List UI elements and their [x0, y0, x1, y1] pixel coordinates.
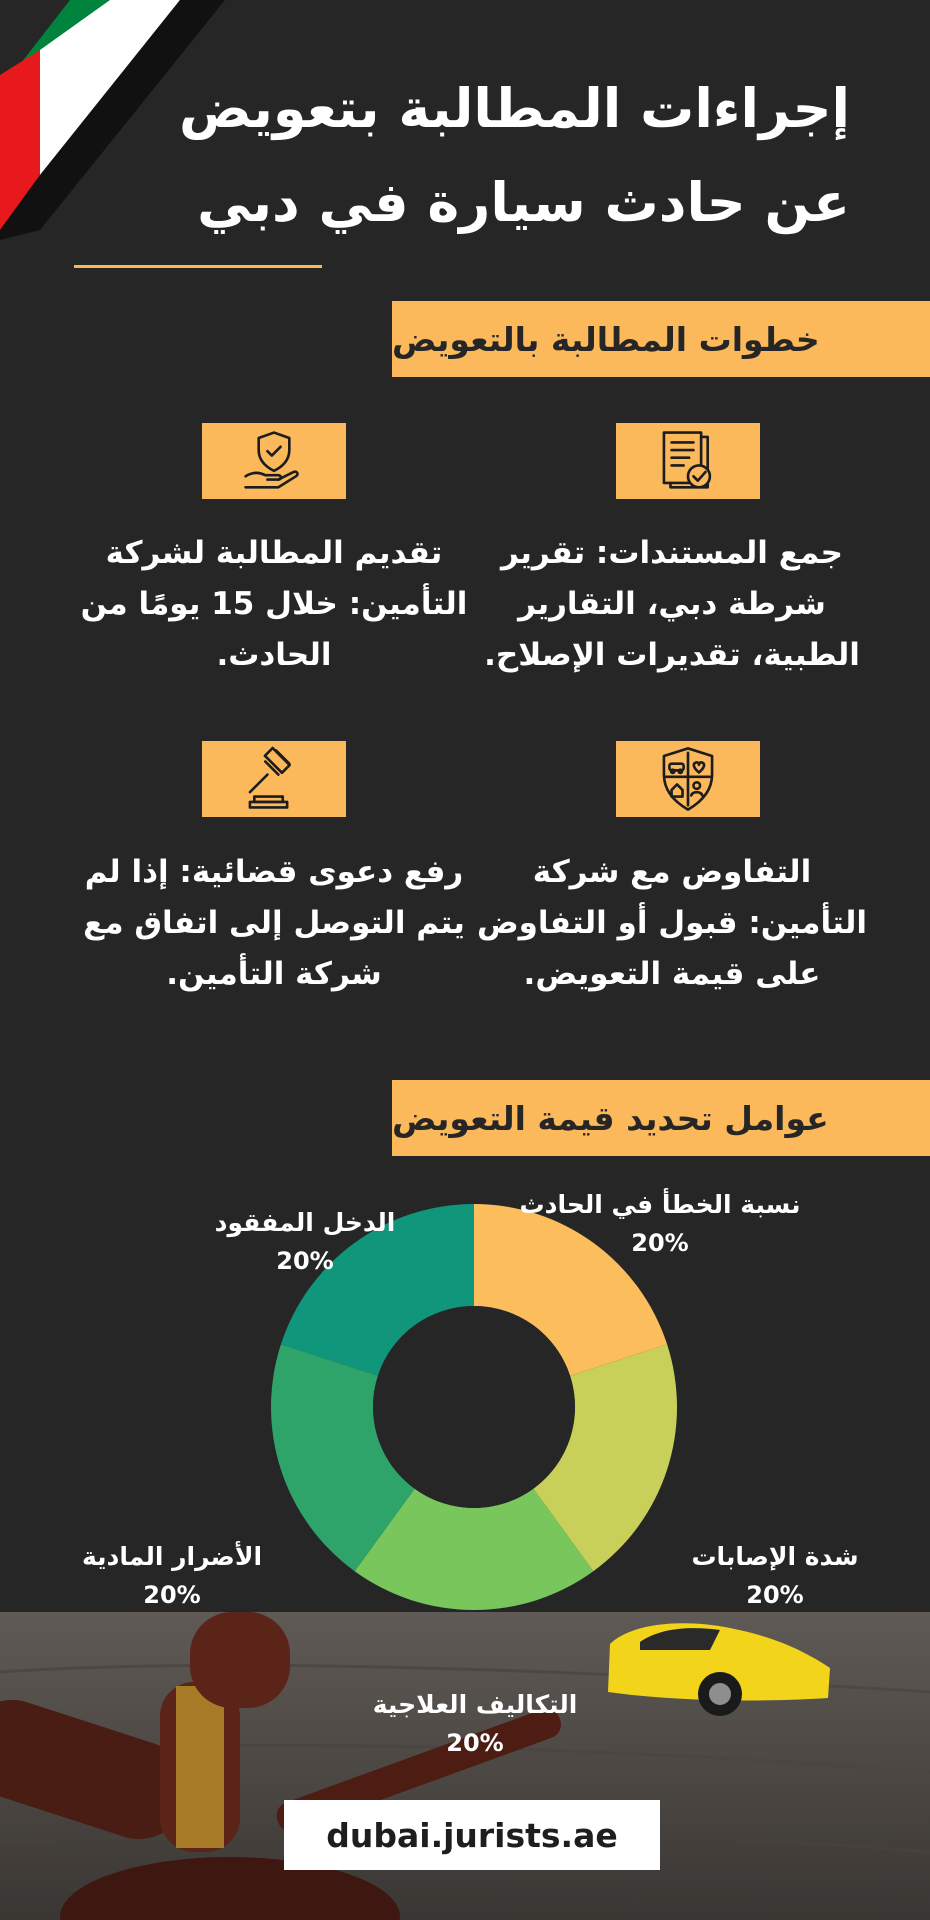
chart-label-income-name: الدخل المفقود	[214, 1208, 396, 1237]
step-2-icon-box	[202, 423, 346, 499]
chart-label-injuries	[660, 1538, 890, 1614]
chart-label-income-value: 20%	[276, 1247, 334, 1275]
chart-label-medical-value: 20%	[446, 1729, 504, 1757]
website-url[interactable]: dubai.jurists.ae	[284, 1800, 660, 1870]
page-title-line-1: إجراءات المطالبة بتعويض	[178, 77, 850, 140]
page-title	[90, 62, 850, 250]
chart-label-fault-value: 20%	[631, 1229, 689, 1257]
chart-label-injuries-name: شدة الإصابات	[691, 1542, 859, 1571]
factors-donut-chart	[0, 1160, 930, 1760]
chart-label-income	[170, 1204, 440, 1280]
chart-label-damage-name: الأضرار المادية	[81, 1542, 263, 1571]
insurance-shield-icon	[653, 744, 723, 814]
step-3-text: التفاوض مع شركة التأمين: قبول أو التفاوض على قيمة التعويض.	[476, 854, 868, 992]
chart-label-damage	[50, 1538, 294, 1614]
step-4-icon-box	[202, 741, 346, 817]
step-4-text: رفع دعوى قضائية: إذا لم يتم التوصل إلى اتفاق مع شركة التأمين.	[83, 854, 465, 992]
chart-label-medical	[330, 1686, 620, 1762]
steps-section-title: خطوات المطالبة بالتعويض	[392, 301, 930, 377]
chart-label-fault	[500, 1186, 820, 1262]
step-3-icon-box	[616, 741, 760, 817]
chart-label-injuries-value: 20%	[746, 1581, 804, 1609]
step-1-text: جمع المستندات: تقرير شرطة دبي، التقارير الطبية، تقديرات الإصلاح.	[484, 535, 860, 673]
title-divider	[74, 265, 322, 268]
page-title-line-2: عن حادث سيارة في دبي	[197, 171, 850, 234]
gavel-icon	[239, 744, 309, 814]
step-2-text: تقديم المطالبة لشركة التأمين: خلال 15 يومًا من الحادث.	[80, 535, 468, 673]
donut-hole	[373, 1306, 575, 1508]
chart-label-medical-name: التكاليف العلاجية	[372, 1690, 578, 1719]
documents-check-icon	[653, 426, 723, 496]
shield-hand-icon	[239, 426, 309, 496]
step-1-icon-box	[616, 423, 760, 499]
chart-label-damage-value: 20%	[143, 1581, 201, 1609]
chart-label-fault-name: نسبة الخطأ في الحادث	[519, 1190, 801, 1219]
factors-section-title: عوامل تحديد قيمة التعويض	[392, 1080, 930, 1156]
